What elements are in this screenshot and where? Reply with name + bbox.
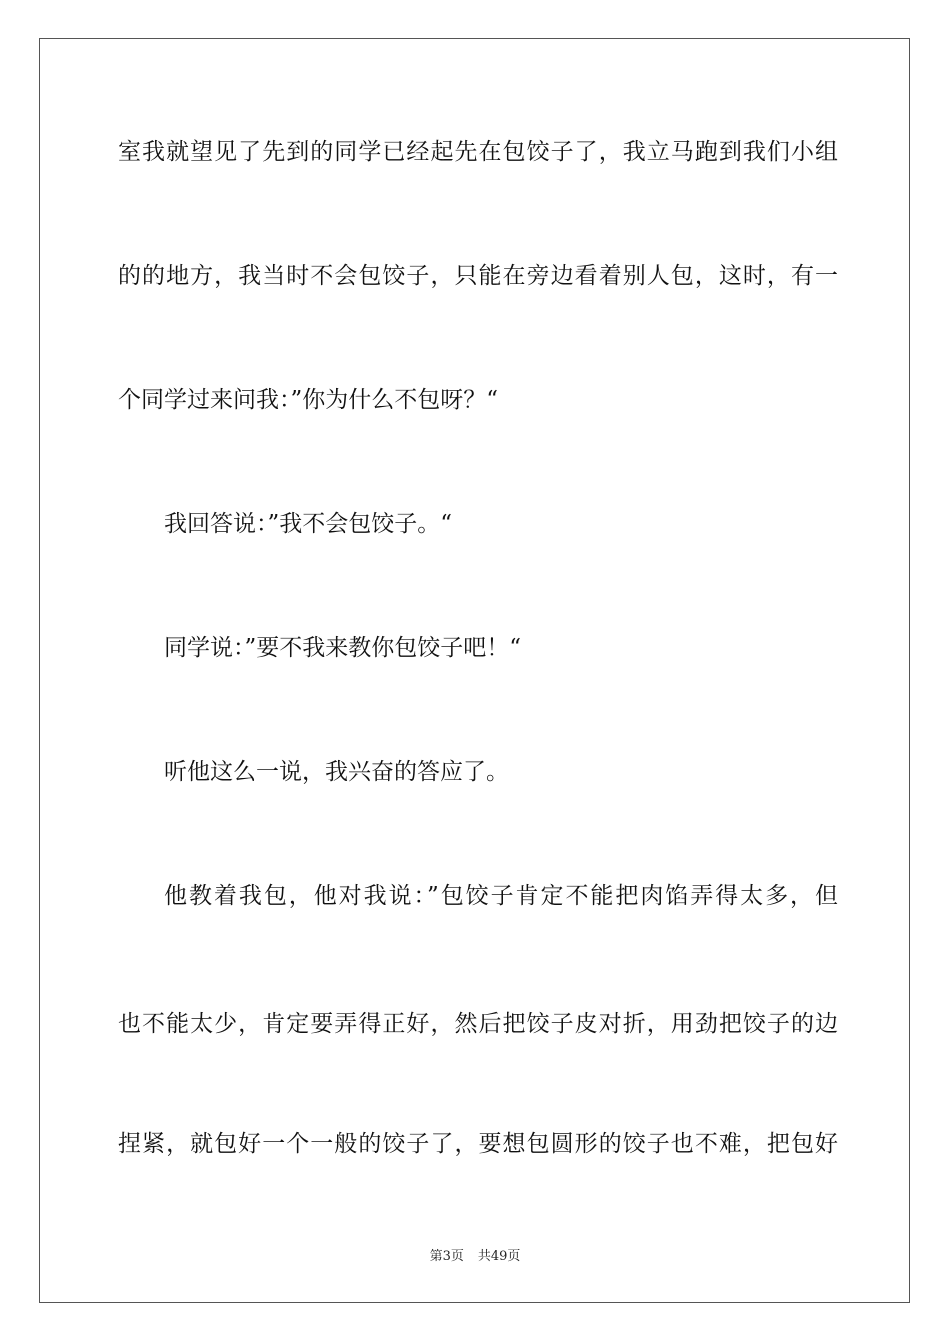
page-number: 第3页 — [429, 1249, 464, 1264]
page-border — [39, 38, 910, 1303]
total-pages: 共49页 — [477, 1249, 521, 1264]
text-line-7: 他教着我包，他对我说：”包饺子肯定不能把肉馅弄得太多，但 — [164, 883, 838, 909]
text-line-5: 同学说：”要不我来教你包饺子吧！“ — [164, 635, 522, 661]
text-line-9: 捏紧，就包好一个一般的饺子了，要想包圆形的饺子也不难，把包好 — [118, 1131, 838, 1157]
text-line-4: 我回答说：”我不会包饺子。“ — [164, 511, 453, 537]
text-line-6: 听他这么一说，我兴奋的答应了。 — [164, 759, 509, 785]
text-line-1: 室我就望见了先到的同学已经起先在包饺子了，我立马跑到我们小组 — [118, 139, 838, 165]
text-line-2: 的的地方，我当时不会包饺子，只能在旁边看着别人包，这时，有一 — [118, 263, 838, 289]
text-line-3: 个同学过来问我：”你为什么不包呀？“ — [118, 387, 499, 413]
page-footer — [0, 1248, 950, 1266]
text-line-8: 也不能太少，肯定要弄得正好，然后把饺子皮对折，用劲把饺子的边 — [118, 1011, 838, 1037]
